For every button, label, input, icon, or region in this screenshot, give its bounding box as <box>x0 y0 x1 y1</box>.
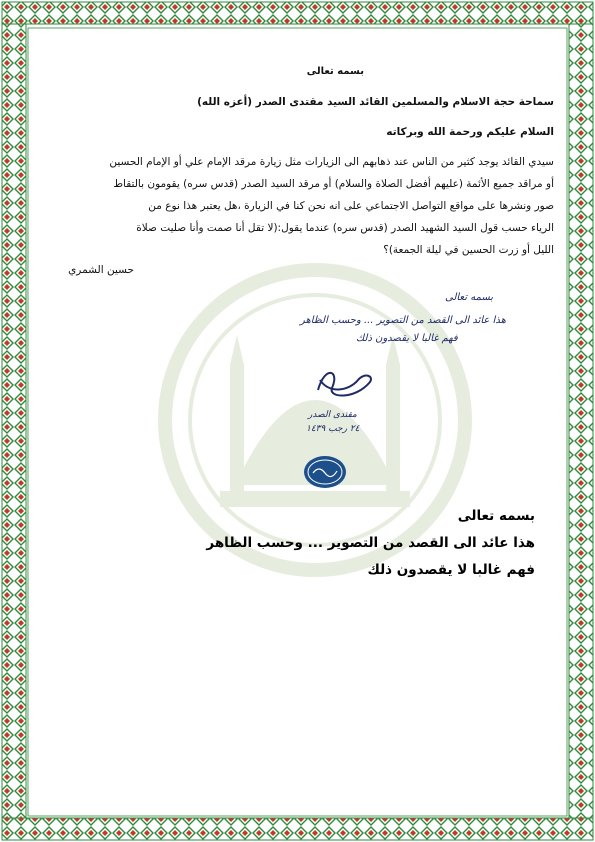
letter-basmala: بسمه تعالى <box>306 66 364 77</box>
handwritten-line-1: هذا عائد الى القصد من التصوير ... وحسب الظاهر <box>300 315 506 326</box>
handwritten-signature <box>310 360 380 405</box>
handwritten-signoff-date: ٢٤ رجب ١٤٣٩ <box>306 424 360 434</box>
typed-line-1: هذا عائد الى القصد من التصوير ... وحسب الظاهر <box>206 535 535 551</box>
typed-basmala: بسمه تعالى <box>457 508 535 524</box>
letter-body-line: الليل أو زرت الحسين في ليلة الجمعة)؟ <box>383 244 554 256</box>
letter-greeting: السلام عليكم ورحمة الله وبركاته <box>386 126 554 138</box>
letter-body-line: صور ونشرها على مواقع التواصل الاجتماعي على انه نحن كنا في الزيارة ،هل يعتبر هذا نوع من <box>148 200 554 212</box>
handwritten-basmala: بسمه تعالى <box>445 292 494 303</box>
letter-body-line: أو مراقد جميع الأئمة (عليهم أفضل الصلاة والسلام) أو مرقد السيد الصدر (قدس سره) يقومون بالتقاط <box>113 178 554 190</box>
office-seal <box>303 455 347 489</box>
handwritten-signoff-name: مقتدى الصدر <box>308 410 357 420</box>
typed-line-2: فهم غالبا لا يقصدون ذلك <box>367 562 535 578</box>
letter-body-line: الرياء حسب قول السيد الشهيد الصدر (قدس سره) عندما يقول:(لا تقل أنا صمت وأنا صليت صلاة <box>136 222 554 234</box>
letter-signature: حسين الشمري <box>68 264 134 276</box>
letter-address: سماحة حجة الاسلام والمسلمين القائد السيد مقتدى الصدر (أعزه الله) <box>197 96 554 108</box>
handwritten-line-2: فهم غالبا لا يقصدون ذلك <box>356 333 458 344</box>
letter-body-line: سيدي القائد يوجد كثير من الناس عند ذهابهم الى الزيارات مثل زيارة مرقد الإمام علي أو الإمام الحسين <box>109 156 554 168</box>
